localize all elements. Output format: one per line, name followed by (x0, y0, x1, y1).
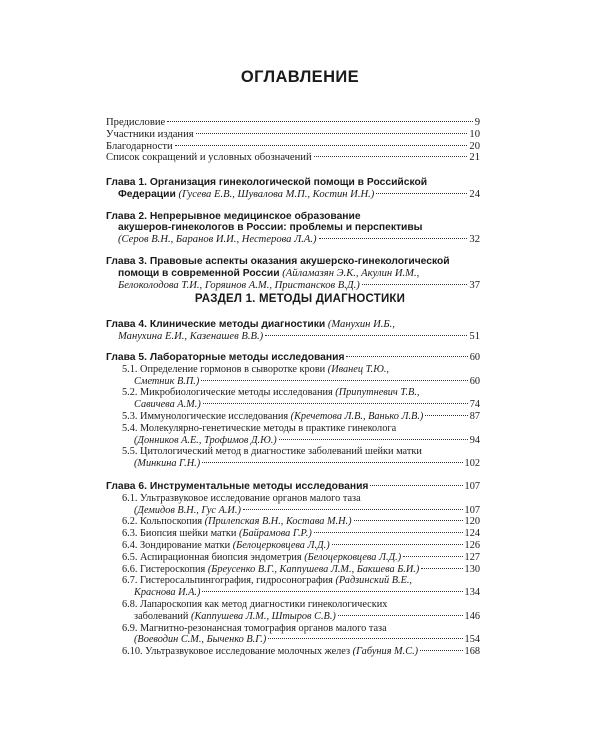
chapter-title: Глава 5. Лабораторные методы исследования (106, 352, 345, 363)
chapter-authors: Манухина Е.И., Казенашев В.В.) (118, 330, 264, 342)
subentry-authors: (Воеводин С.М., Быченко В.Г.) (134, 634, 267, 646)
chapter-authors: (Айламазян Э.К., Акулин И.М., (282, 267, 420, 279)
subentry-authors: (Донников А.Е., Трофимов Д.Ю.) (134, 434, 277, 446)
toc-subentry[interactable] (106, 623, 480, 647)
chapter-title: Глава 4. Клинические методы диагностики (106, 319, 326, 330)
dot-leader (314, 532, 463, 533)
dot-leader (403, 556, 462, 557)
dot-leader (354, 520, 463, 521)
dot-leader (175, 145, 468, 146)
subentry-title: 6.3. Биопсия шейки матки (122, 528, 237, 540)
toc-page-number: 154 (464, 634, 480, 646)
dot-leader (319, 238, 468, 239)
subentry-title: 5.1. Определение гормонов в сыворотке крови (122, 363, 326, 375)
toc-entry[interactable] (106, 152, 480, 164)
subentry-authors: (Кречетова Л.В., Ванько Л.В.) (290, 410, 424, 422)
subentry-title: 6.9. Магнитно-резонансная томография органов малого таза (122, 622, 387, 634)
toc-page-number: 37 (469, 279, 480, 291)
toc-subentry[interactable] (106, 646, 480, 658)
toc-chapter-3[interactable] (106, 256, 480, 291)
dot-leader (202, 462, 462, 463)
chapter-title: Глава 2. Непрерывное медицинское образование (106, 210, 361, 222)
dot-leader (265, 335, 467, 336)
toc-subentry[interactable] (106, 599, 480, 623)
toc-chapter-4[interactable] (106, 319, 480, 343)
dot-leader (201, 380, 467, 381)
toc-entry[interactable] (106, 141, 480, 153)
toc-entry-title: Благодарности (106, 140, 173, 152)
toc-entry-title: Участники издания (106, 128, 194, 140)
dot-leader (376, 193, 467, 194)
toc-chapter-2[interactable] (106, 211, 480, 246)
toc-entry-title: Предисловие (106, 117, 166, 128)
subentry-title: 6.1. Ультразвуковое исследование органов малого таза (122, 492, 361, 504)
chapter-list-intro (106, 177, 480, 291)
toc-page-number: 130 (464, 563, 480, 575)
subentry-title: 6.10. Ультразвуковое исследование молочных желез (122, 646, 351, 658)
subentry-authors: (Бреусенко В.Г., Каппушева Л.М., Бакшева Б.И.) (207, 563, 420, 575)
toc-subentry[interactable] (106, 516, 480, 528)
dot-leader (268, 638, 462, 639)
front-matter-list (106, 117, 480, 164)
toc-subentry[interactable] (106, 446, 480, 470)
toc-page-number: 74 (469, 399, 480, 411)
subentry-authors: (Белоцерковцева Л.Д.) (304, 551, 402, 563)
toc-page-number: 107 (464, 481, 480, 492)
toc-subentry[interactable] (106, 552, 480, 564)
subentry-title: 5.2. Микробиологические методы исследования (122, 387, 333, 399)
toc-page-number: 126 (464, 539, 480, 551)
subentry-authors: (Демидов В.Н., Гус А.И.) (134, 504, 241, 516)
dot-leader (196, 133, 468, 134)
toc-page-number: 51 (469, 330, 480, 342)
page-title: ОГЛАВЛЕНИЕ (240, 68, 360, 86)
toc-subentry[interactable] (106, 540, 480, 552)
toc-subentry[interactable] (106, 575, 480, 599)
subentry-title: 6.6. Гистероскопия (122, 563, 206, 575)
dot-leader (314, 156, 468, 157)
toc-page-number: 94 (469, 434, 480, 446)
chapter-authors: Белоколодова Т.И., Горяинов А.М., Пристансков В.Д.) (118, 279, 360, 291)
dot-leader (425, 415, 467, 416)
subentry-authors: (Прилепская В.Н., Костава М.Н.) (204, 516, 352, 528)
toc-entry[interactable] (106, 129, 480, 141)
subentry-title: 6.4. Зондирование матки (122, 539, 231, 551)
dot-leader (420, 650, 462, 651)
toc-subentry[interactable] (106, 528, 480, 540)
subentry-authors: (Байрамова Г.Р.) (238, 528, 312, 540)
toc-page-number: 168 (464, 646, 480, 658)
dot-leader (202, 591, 462, 592)
chapter-title: акушеров-гинекологов в России: проблемы и перспективы (118, 222, 423, 234)
chapter-title: Федерации (118, 188, 176, 200)
toc-subentry[interactable] (106, 423, 480, 447)
subentry-title: 6.7. Гистеросальпингография, гидросонография (122, 575, 333, 587)
dot-leader (279, 439, 468, 440)
toc-subentry[interactable] (106, 493, 480, 517)
toc-subentry[interactable] (106, 387, 480, 411)
subentry-authors: Краснова И.А.) (134, 587, 201, 599)
toc-subentry[interactable] (106, 411, 480, 423)
subentry-authors: (Иванец Т.Ю., (327, 363, 390, 375)
dot-leader (370, 485, 462, 486)
subentry-authors: (Припутневич Т.В., (335, 387, 420, 399)
toc-page-number: 24 (469, 188, 480, 200)
chapter-authors: (Манухин И.Б., (327, 319, 395, 330)
subentry-title: 5.4. Молекулярно-генетические методы в практике гинеколога (122, 422, 397, 434)
subentry-authors: (Каппушева Л.М., Штыров С.В.) (191, 610, 336, 622)
chapter-title: Глава 6. Инструментальные методы исследования (106, 481, 369, 492)
subentry-authors: (Габуния М.С.) (352, 646, 419, 658)
subentry-title: 6.5. Аспирационная биопсия эндометрия (122, 551, 302, 563)
toc-page-number: 124 (464, 528, 480, 540)
dot-leader (203, 403, 468, 404)
subentry-title: 6.8. Лапароскопия как метод диагностики гинекологических (122, 598, 388, 610)
toc-page-number: 102 (464, 458, 480, 470)
subentry-authors: Сметник В.П.) (134, 375, 200, 387)
toc-page-number: 9 (474, 117, 480, 128)
dot-leader (338, 615, 463, 616)
chapter-title: Глава 1. Организация гинекологической помощи в Российской (106, 177, 428, 188)
subentry-authors: (Белоцерковцева Л.Д.) (232, 539, 330, 551)
section-heading: РАЗДЕЛ 1. МЕТОДЫ ДИАГНОСТИКИ (194, 293, 406, 305)
chapter-title: помощи в современной России (118, 267, 280, 279)
subentry-title: 5.5. Цитологический метод в диагностике заболеваний шейки матки (122, 446, 422, 458)
toc-page-number: 127 (464, 551, 480, 563)
toc-chapter-6[interactable] (106, 481, 480, 658)
toc-page-number: 60 (469, 375, 480, 387)
toc-page-number: 21 (469, 152, 480, 164)
toc-subentry[interactable] (106, 564, 480, 576)
toc-page-number: 10 (469, 128, 480, 140)
toc-entry[interactable] (106, 117, 480, 129)
toc-page-number: 20 (469, 140, 480, 152)
dot-leader (332, 544, 463, 545)
chapter-authors: (Серов В.Н., Баранов И.И., Нестерова Л.А.) (118, 234, 317, 246)
toc-page-number: 120 (464, 516, 480, 528)
toc-page-number: 134 (464, 587, 480, 599)
toc-chapter-5[interactable] (106, 352, 480, 470)
dot-leader (167, 121, 472, 122)
toc-page-number: 60 (469, 352, 480, 363)
subentry-authors: (Радзинский В.Е., (335, 575, 413, 587)
subentry-title: заболеваний (134, 610, 189, 622)
subentry-authors: Савичева А.М.) (134, 399, 201, 411)
toc-page-number: 107 (464, 504, 480, 516)
dot-leader (421, 568, 462, 569)
toc-entry-title: Список сокращений и условных обозначений (106, 152, 312, 164)
toc-page-number: 32 (469, 234, 480, 246)
subentry-title: 5.3. Иммунологические исследования (122, 410, 289, 422)
toc-page-number: 146 (464, 610, 480, 622)
toc-page-number: 87 (469, 410, 480, 422)
subentry-authors: (Минкина Г.Н.) (134, 458, 201, 470)
chapter-title: Глава 3. Правовые аспекты оказания акушерско-гинекологической (106, 255, 450, 267)
toc-chapter-1[interactable] (106, 177, 480, 201)
subentry-title: 6.2. Кольпоскопия (122, 516, 203, 528)
dot-leader (346, 356, 467, 357)
toc-subentry[interactable] (106, 364, 480, 388)
dot-leader (243, 509, 463, 510)
dot-leader (362, 284, 468, 285)
chapter-authors: (Гусева Е.В., Шувалова М.П., Костин И.Н.) (178, 188, 375, 200)
